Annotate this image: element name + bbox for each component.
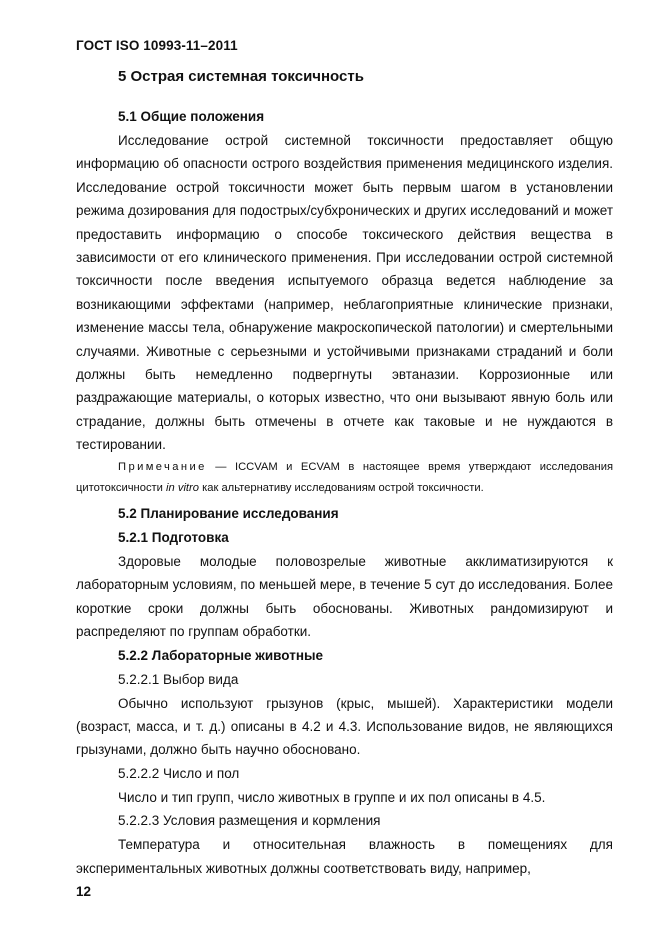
section-5-title: 5 Острая системная токсичность: [118, 68, 364, 85]
section-5-2-1-title: 5.2.1 Подготовка: [118, 529, 229, 545]
note-dash: —: [206, 460, 235, 473]
section-5-2-2-1-title: 5.2.2.1 Выбор вида: [118, 671, 239, 687]
note-text-italic: in vitro: [166, 482, 199, 495]
section-5-2-2-1-paragraph: Обычно используют грызунов (крыс, мышей). Характеристики модели (возраст, масса, и т. д.) описаны в 4.2 и 4.3. Использование видов, не являющихся грызунами, должно быть научно обосновано.: [76, 695, 613, 758]
note-text-a: ICCVAM и ECVAM в настоящее время утверждают исследования цитотоксичности: [76, 460, 614, 495]
standard-header: ГОСТ ISO 10993-11–2011: [76, 38, 238, 53]
section-5-2-2-2-title: 5.2.2.2 Число и пол: [118, 765, 240, 781]
note-text-b: как альтернативу исследованиям острой токсичности.: [198, 482, 484, 495]
section-5-2-title: 5.2 Планирование исследования: [118, 505, 339, 521]
note-paragraph: [76, 457, 613, 500]
section-5-2-2-title: 5.2.2 Лабораторные животные: [118, 647, 324, 663]
section-5-2-2-2-paragraph: Число и тип групп, число животных в группе и их пол описаны в 4.5.: [118, 789, 546, 805]
note-label: Примечание: [118, 460, 207, 473]
section-5-1-title: 5.1 Общие положения: [118, 109, 265, 124]
section-5-2-2-3-title: 5.2.2.3 Условия размещения и кормления: [118, 813, 381, 829]
section-5-1-paragraph: Исследование острой системной токсичности предоставляет общую информацию об опасности острого воздействия применения медицинского изделия. Исследование острой токсичности может быть первым шагом в установлении режима дозирования для подострых/субхронических и других исследований и может предоставить информацию о способе токсического действия вещества в зависимости от его клинического применения. При исследовании острой системной токсичности после введения испытуемого образца ведется наблюдение за возникающими эффектами (например, неблагоприятные клинические признаки, изменение массы тела, обнаружение макроскопической патологии) и смертельными случаями. Животные с серьезными и устойчивыми признаками страданий и боли должны быть немедленно подвергнуты эвтаназии. Коррозионные или раздражающие материалы, о которых известно, что они вызывают явную боль или страдание, должны быть отмечены в отчете как таковые и не нуждаются в тестировании.: [76, 133, 613, 453]
section-5-2-1-paragraph: Здоровые молодые половозрелые животные акклиматизируются к лабораторным условиям, по меньшей мере, в течение 5 сут до исследования. Более короткие сроки должны быть обоснованы. Животных рандомизируют и распределяют по группам обработки.: [76, 553, 613, 640]
page-number: 12: [76, 884, 92, 899]
section-5-2-2-3-paragraph: Температура и относительная влажность в помещениях для экспериментальных животных должны соответствовать виду, например,: [76, 837, 613, 876]
page-content: [76, 66, 613, 880]
